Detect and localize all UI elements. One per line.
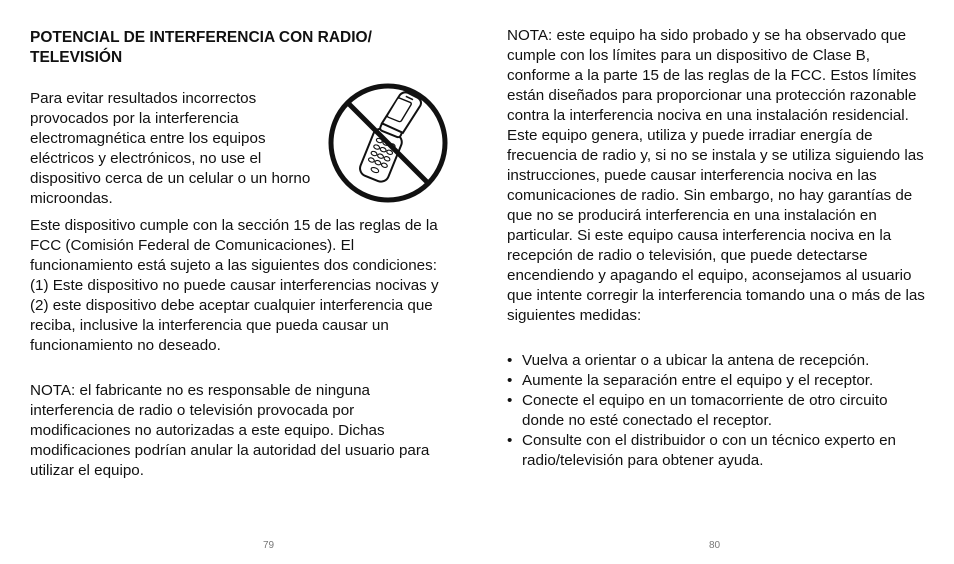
- bullet: •: [507, 372, 513, 389]
- page-number: 79: [263, 540, 275, 551]
- bullet: •: [507, 432, 513, 449]
- measures-list: [507, 351, 932, 471]
- list-item-text: Aumente la separación entre el equipo y el receptor.: [522, 372, 874, 389]
- no-cellphone-icon: [325, 80, 451, 206]
- page-number: 80: [709, 540, 721, 551]
- list-item: [507, 431, 932, 471]
- list-item-text: Vuelva a orientar o a ubicar la antena de recepción.: [522, 352, 870, 369]
- section-heading: POTENCIAL DE INTERFERENCIA CON RADIO/ TELEVISIÓN: [30, 29, 372, 66]
- list-item: [507, 371, 932, 391]
- right-page: [507, 0, 932, 564]
- intro-paragraph: Para evitar resultados incorrectos provocados por la interferencia electromagnética entre los equipos eléctricos y electrónicos, no use el dispositivo cerca de un celular o un horno microondas.: [30, 90, 311, 207]
- list-item: [507, 391, 932, 431]
- manufacturer-note-paragraph: NOTA: el fabricante no es responsable de ninguna interferencia de radio o televisión provocada por modificaciones no autorizadas a este equipo. Dichas modificaciones podrían anular la autoridad del usuario para utilizar el equipo.: [30, 382, 430, 479]
- list-item-text: Conecte el equipo en un tomacorriente de otro circuito donde no esté conectado el receptor.: [522, 392, 888, 429]
- list-item: [507, 351, 932, 371]
- left-page: [30, 0, 450, 564]
- class-b-note-paragraph: NOTA: este equipo ha sido probado y se ha observado que cumple con los límites para un dispositivo de Clase B, conforme a la parte 15 de las reglas de la FCC. Estos límites están diseñados para proporcionar una protección razonable contra la interferencia nociva en una instalación residencial. Este equipo genera, utiliza y puede irradiar energía de frecuencia de radio y, si no se instala y se utiliza siguiendo las instrucciones, puede causar interferencia nociva en las comunicaciones de radio. Sin embargo, no hay garantías de que no se producirá interferencia en una instalación en particular. Si este equipo causa interferencia nociva en la recepción de radio o televisión, que puede detectarse encendiendo y apagando el equipo, aconsejamos al usuario que intente corregir la interferencia tomando una o más de las siguientes medidas:: [507, 27, 925, 324]
- bullet: •: [507, 392, 513, 409]
- bullet: •: [507, 352, 513, 369]
- fcc-compliance-paragraph: Este dispositivo cumple con la sección 15 de las reglas de la FCC (Comisión Federal de Comunicaciones). El funcionamiento está sujeto a las siguientes dos condiciones: (1) Este dispositivo no puede causar interferencias nocivas y (2) este dispositivo debe aceptar cualquier interferencia que reciba, inclusive la interferencia que pueda causar un funcionamiento no deseado.: [30, 217, 439, 354]
- list-item-text: Consulte con el distribuidor o con un técnico experto en radio/televisión para obtener ayuda.: [522, 432, 897, 469]
